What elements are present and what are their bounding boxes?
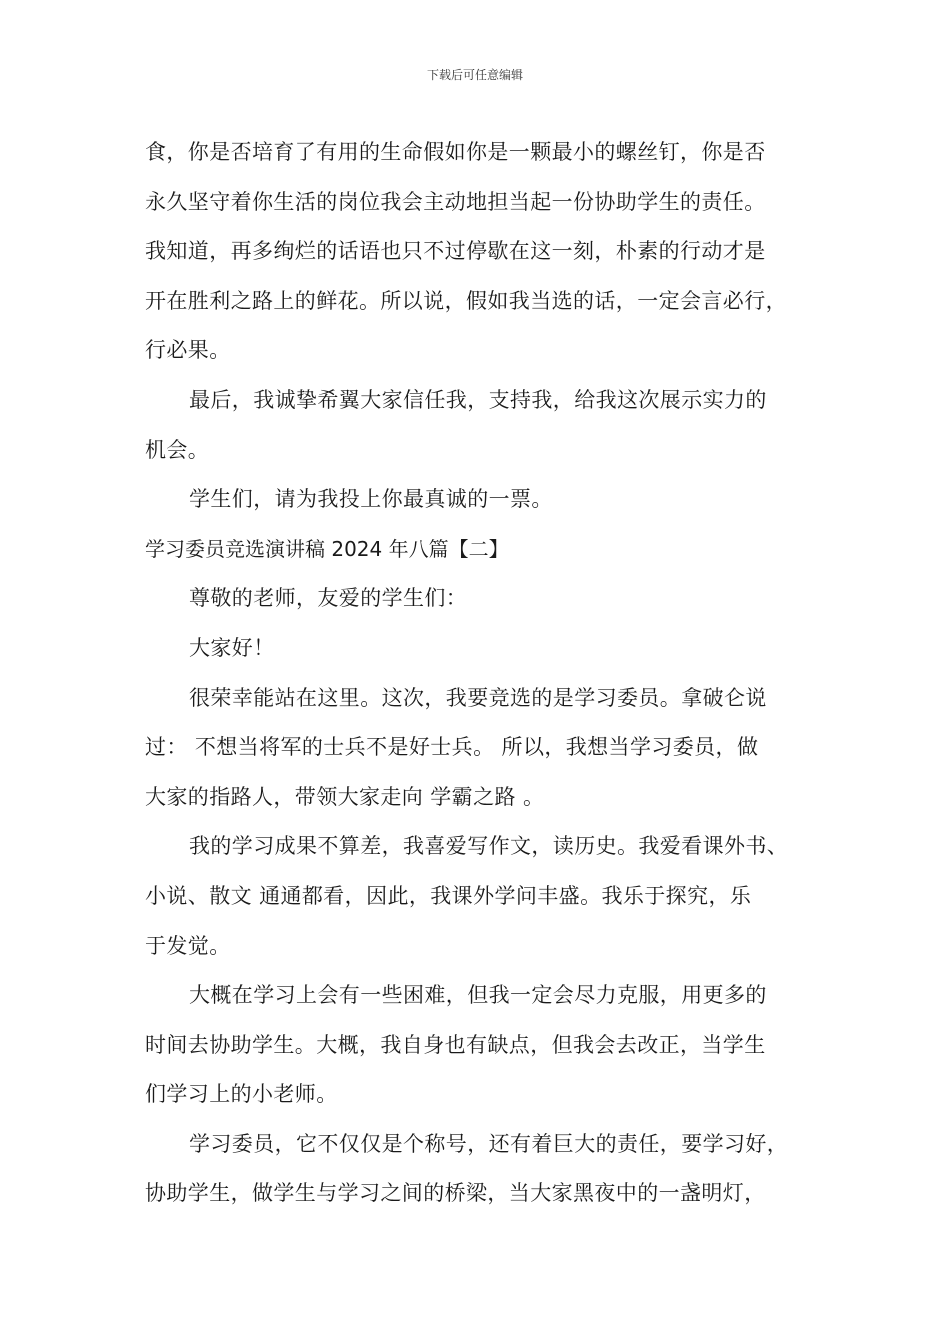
text-line: 机会。 xyxy=(145,437,210,462)
text-line: 过： 不想当将军的士兵不是好士兵。 所以，我想当学习委员，做 xyxy=(145,735,759,760)
text-line: 开在胜利之路上的鲜花。所以说，假如我当选的话，一定会言必行， xyxy=(145,288,787,313)
text-line: 行必果。 xyxy=(145,338,231,363)
paragraph-start: 学生们，请为我投上你最真诚的一票。 xyxy=(189,487,553,512)
paragraph-start: 最后，我诚挚希翼大家信任我，支持我，给我这次展示实力的 xyxy=(189,387,767,412)
text-line: 食，你是否培育了有用的生命假如你是一颗最小的螺丝钉，你是否 xyxy=(145,140,766,164)
salutation: 尊敬的老师，友爱的学生们： xyxy=(189,586,468,611)
paragraph-start: 学习委员，它不仅仅是个称号，还有着巨大的责任，要学习好， xyxy=(189,1131,789,1156)
text-line: 时间去协助学生。大概，我自身也有缺点，但我会去改正，当学生 xyxy=(145,1032,766,1057)
paragraph-start: 很荣幸能站在这里。这次，我要竞选的是学习委员。拿破仑说 xyxy=(189,685,767,710)
page-header: 下载后可任意编辑 xyxy=(426,68,523,82)
greeting: 大家好！ xyxy=(189,635,275,660)
text-line: 于发觉。 xyxy=(145,933,231,958)
text-line: 小说、散文 通通都看，因此，我课外学问丰盛。我乐于探究，乐 xyxy=(145,883,752,908)
text-line: 们学习上的小老师。 xyxy=(145,1082,338,1107)
text-line: 协助学生，做学生与学习之间的桥梁，当大家黑夜中的一盏明灯， xyxy=(145,1181,766,1206)
paragraph-start: 我的学习成果不算差，我喜爱写作文，读历史。我爱看课外书、 xyxy=(189,834,789,859)
text-line: 我知道，再多绚烂的话语也只不过停歇在这一刻，朴素的行动才是 xyxy=(145,239,766,264)
text-line: 大家的指路人，带领大家走向 学霸之路 。 xyxy=(145,784,545,809)
paragraph-start: 大概在学习上会有一些困难，但我一定会尽力克服，用更多的 xyxy=(189,983,767,1008)
document-body xyxy=(145,128,813,1219)
text-line: 永久坚守着你生活的岗位我会主动地担当起一份协助学生的责任。 xyxy=(145,189,766,214)
section-heading: 学习委员竞选演讲稿 2024 年八篇【二】 xyxy=(145,536,509,561)
